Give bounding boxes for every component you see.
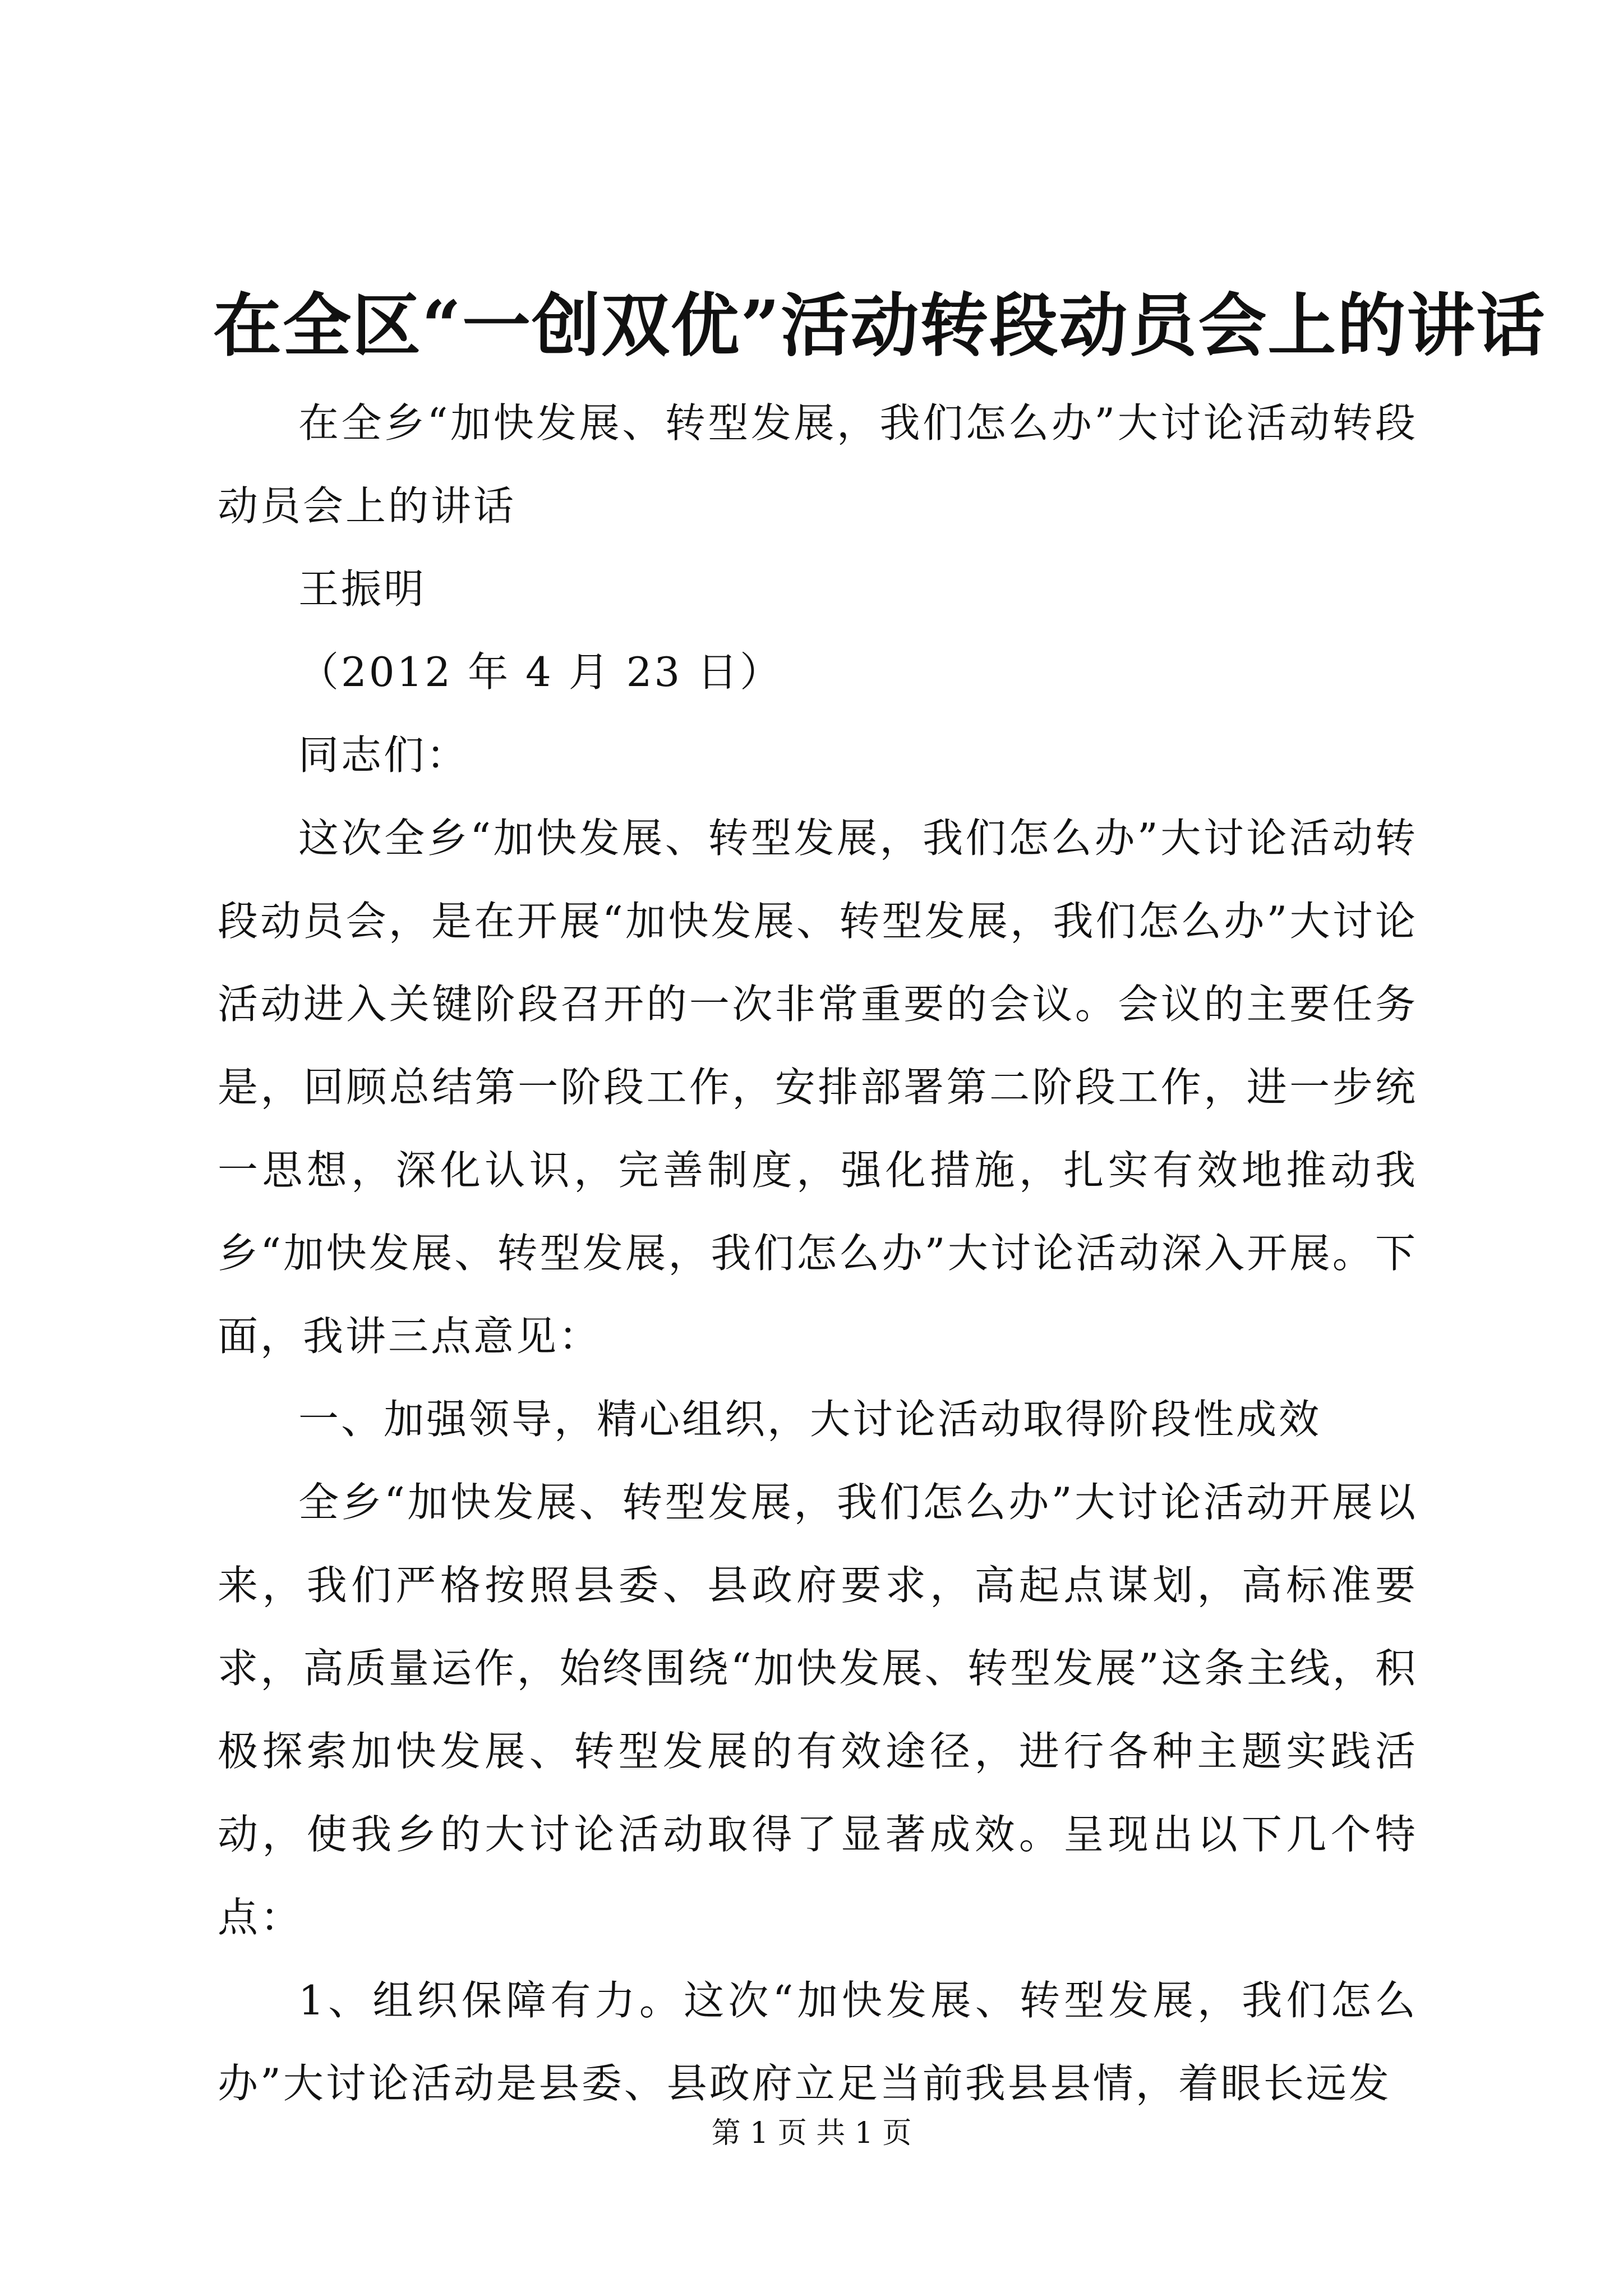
paragraph-3: 1、组织保障有力。这次“加快发展、转型发展，我们怎么办”大讨论活动是县委、县政府立足当前我县县情，着眼长远发: [218, 1977, 1418, 2107]
document-title: 在全区“一创双优”活动转段动员会上的讲话: [213, 285, 1546, 366]
paragraph-2: 全乡“加快发展、转型发展，我们怎么办”大讨论活动开展以来，我们严格按照县委、县政府要求，高起点谋划，高标准要求，高质量运作，始终围绕“加快发展、转型发展”这条主线，积极探索加快发展、转型发展的有效途径，进行各种主题实践活动，使我乡的大讨论活动取得了显著成效。呈现出以下几个特点：: [218, 1479, 1418, 1941]
paragraph-1: 这次全乡“加快发展、转型发展，我们怎么办”大讨论活动转段动员会，是在开展“加快发展、转型发展，我们怎么办”大讨论活动进入关键阶段召开的一次非常重要的会议。会议的主要任务是，回顾总结第一阶段工作，安排部署第二阶段工作，进一步统一思想，深化认识，完善制度，强化措施，扎实有效地推动我乡“加快发展、转型发展，我们怎么办”大讨论活动深入开展。下面，我讲三点意见：: [218, 815, 1418, 1360]
author-name: 王振明: [298, 565, 427, 613]
section-heading-1: 一、加强领导，精心组织，大讨论活动取得阶段性成效: [298, 1396, 1322, 1443]
document-subtitle: 在全乡“加快发展、转型发展，我们怎么办”大讨论活动转段动员会上的讲话: [218, 399, 1418, 530]
page-footer: 第 1 页 共 1 页: [711, 2116, 912, 2150]
document-body: [218, 381, 1418, 2125]
speech-date: （2012 年 4 月 23 日）: [298, 648, 783, 696]
salutation: 同志们：: [298, 731, 469, 779]
